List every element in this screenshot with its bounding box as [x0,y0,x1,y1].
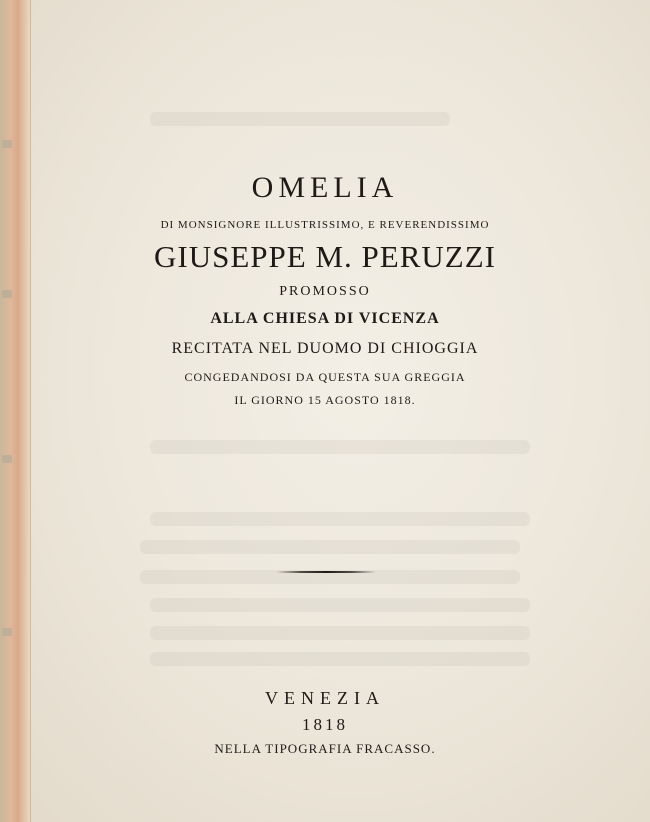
dedication-line: DI MONSIGNORE ILLUSTRISSIMO, E REVERENDISSIMO [160,219,490,231]
promoted-line: PROMOSSO [279,284,371,299]
imprint-city: VENEZIA [265,688,385,708]
show-through-text [150,598,530,612]
binding-stitch [2,140,12,148]
show-through-text [150,112,450,126]
show-through-text [150,440,530,454]
show-through-text [150,512,530,526]
author-name: GIUSEPPE M. PERUZZI [154,239,496,274]
imprint-printer: NELLA TIPOGRAFIA FRACASSO. [214,741,436,756]
recited-line: RECITATA NEL DUOMO DI CHIOGGIA [171,340,479,357]
title: OMELIA [251,171,399,204]
farewell-line: CONGEDANDOSI DA QUESTA SUA GREGGIA [184,370,466,384]
title-block [0,160,650,410]
date-line: IL GIORNO 15 AGOSTO 1818. [234,393,416,407]
decorative-rule [276,570,376,574]
imprint-year: 1818 [302,715,348,734]
show-through-text [150,652,530,666]
binding-stitch [2,628,12,636]
binding-stitch [2,455,12,463]
show-through-text [140,540,520,554]
church-line: ALLA CHIESA DI VICENZA [210,310,440,327]
imprint-block [0,684,650,760]
show-through-text [150,626,530,640]
